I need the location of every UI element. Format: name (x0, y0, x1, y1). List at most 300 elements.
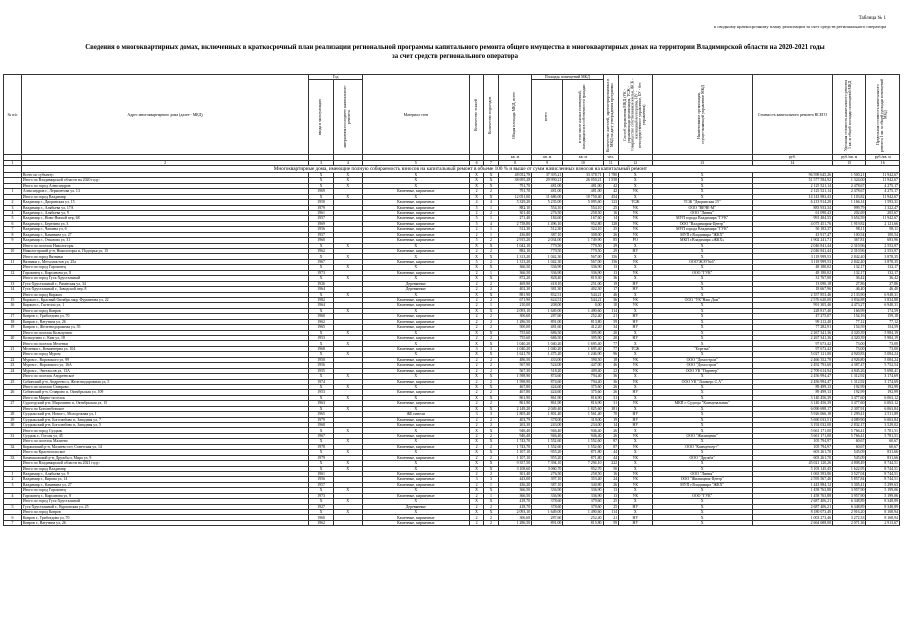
cell-col-2: Ковров г., Ватутина ул, 26 (21, 520, 309, 525)
cell-col-7: 1 (484, 227, 498, 232)
cell-col-7: 2 (484, 325, 498, 330)
cell-col-12: УК (619, 379, 652, 384)
cell-col-16: 3 834,88 (866, 297, 900, 302)
cell-col-5: Каменные, кирпичные (362, 232, 469, 237)
cell-col-1: 27 (4, 401, 22, 406)
cell-col-8: 755,60 (498, 336, 531, 341)
cell-col-3: X (309, 254, 334, 259)
cell-col-11: 77 (603, 346, 619, 351)
cell-col-15: 4 387,47 (833, 363, 866, 368)
cell-col-7: X (484, 461, 498, 466)
cell-col-13: ООО "Домострои" (652, 363, 752, 368)
cell-col-1: 29 (4, 417, 22, 422)
cell-col-3: X (309, 172, 334, 177)
cell-col-5: X (362, 510, 469, 515)
cell-col-7: 2 (484, 433, 498, 438)
cell-col-9: 276,50 (532, 210, 563, 215)
cell-col-2: Муром г., Воровского ул, 99 (21, 357, 309, 362)
cell-col-6: X (469, 183, 483, 188)
cell-col-3: 1964 (309, 303, 334, 308)
cell-col-8: 2 149,20 (498, 406, 531, 411)
cell-col-1: 3 (4, 205, 22, 210)
cell-col-12: НУ (619, 314, 652, 319)
cell-col-13: ТСЖ "Дворянская 15" (652, 200, 752, 205)
cell-col-14: 603 261,70 (752, 455, 832, 460)
cell-col-7: 1 (484, 303, 498, 308)
cell-col-13: X (652, 412, 752, 417)
table-body (4, 165, 900, 525)
cell-col-3: 1957 (309, 216, 334, 221)
cell-col-7: X (484, 178, 498, 183)
cell-col-9: 524,00 (532, 363, 563, 368)
cell-col-6: X (469, 488, 483, 493)
cell-col-11: 42 (603, 183, 619, 188)
cell-col-12: УК (619, 303, 652, 308)
cell-col-15: 999,79 (833, 205, 866, 210)
cell-col-10: 816,90 (563, 395, 603, 400)
cell-col-5: X (362, 450, 469, 455)
cell-col-14: 1 443 984,12 (752, 482, 832, 487)
cell-col-1: 1 (4, 471, 22, 476)
cell-col-10: 234,00 (563, 423, 603, 428)
cell-col-10: 1 695,40 (563, 341, 603, 346)
cell-col-6: 2 (469, 401, 483, 406)
col-floors-header: Количество этажей (469, 75, 483, 155)
cell-col-16: 100,54 (866, 232, 900, 237)
cell-col-12: УК (619, 433, 652, 438)
cell-col-10: 7 294,10 (563, 461, 603, 466)
cell-col-3: 1979 (309, 205, 334, 210)
cell-col-8: 2 758,80 (498, 221, 531, 226)
cell-col-7: 2 (484, 444, 498, 449)
cell-col-4: X (333, 450, 362, 455)
cell-col-6: X (469, 395, 483, 400)
cell-col-15: 3 957,90 (833, 488, 866, 493)
cell-col-9: 378,60 (532, 504, 563, 509)
cell-col-10: 319,00 (563, 417, 603, 422)
cell-col-11: 96 (603, 352, 619, 357)
cell-col-10: 379,60 (563, 504, 603, 509)
cell-col-5: X (362, 406, 469, 411)
cell-col-7: 4 (484, 200, 498, 205)
cell-col-16: 98,11 (866, 227, 900, 232)
cell-col-14: 228 817,40 (752, 308, 832, 313)
cell-col-3: X (309, 466, 334, 471)
cell-col-14: 5 103 145,45 (752, 466, 832, 471)
cell-col-13: X (652, 510, 752, 515)
cell-col-4: X (333, 265, 362, 270)
cell-col-4: X (333, 384, 362, 389)
cell-col-9: 624,51 (532, 297, 563, 302)
cell-col-10: 794,40 (563, 374, 603, 379)
cell-col-12: УК (619, 482, 652, 487)
cell-col-11: 13 (603, 488, 619, 493)
cell-col-6: X (469, 450, 483, 455)
cell-col-1: 30 (4, 423, 22, 428)
cell-col-13: МУП города Владимира "ГУК" (652, 227, 752, 232)
cell-col-11: 36 (603, 276, 619, 281)
cell-col-5: Каменные, кирпичные (362, 189, 469, 194)
cell-col-12: X (619, 461, 652, 466)
cell-col-2: Судогодский р-н, Мирошино п, Октябрьская ул, 15 (21, 401, 309, 406)
cell-col-11: 42 (603, 189, 619, 194)
cell-col-15: 6 348,89 (833, 499, 866, 504)
cell-col-7: X (484, 243, 498, 248)
cell-col-3: X (309, 406, 334, 411)
cell-col-8: 671,90 (498, 297, 531, 302)
cell-col-1: 17 (4, 314, 22, 319)
cell-col-12: УК (619, 270, 652, 275)
cell-col-16: 6 063,12 (866, 401, 900, 406)
cell-col-11: 13 (603, 493, 619, 498)
cell-col-11: 26 (603, 482, 619, 487)
cell-col-13: X (652, 423, 752, 428)
cell-col-10: 353,40 (563, 477, 603, 482)
cell-col-6: X (469, 374, 483, 379)
cell-col-12: НУ (619, 325, 652, 330)
cell-col-5: Каменные, кирпичные (362, 210, 469, 215)
houses-table (3, 74, 900, 526)
cell-col-12: УК (619, 401, 652, 406)
cell-col-8: 418,70 (498, 499, 531, 504)
cell-col-12: X (619, 428, 652, 433)
cell-col-16: 6 063,12 (866, 395, 900, 400)
cell-col-15: 6 348,89 (833, 504, 866, 509)
table-subtitle: к сводному краткосрочному плану реализации за счет средств регионального оператора (713, 24, 886, 29)
cell-col-7: X (484, 183, 498, 188)
cell-col-14: 5 690 033,51 (752, 417, 832, 422)
cell-col-6: 2 (469, 493, 483, 498)
cell-col-2: Никологорский р-н, Никологоры п, Подгорья ул, 15 (21, 249, 309, 254)
cell-col-10: 819,30 (563, 276, 603, 281)
cell-col-9: 861,90 (532, 401, 563, 406)
cell-col-12: X (619, 488, 652, 493)
cell-col-2: Итого по поселок Меленки (21, 341, 309, 346)
cell-col-12: УК (619, 297, 652, 302)
cell-col-9: 955,20 (532, 455, 563, 460)
cell-col-9: 184,60 (532, 216, 563, 221)
cell-col-16: 205,67 (866, 210, 900, 215)
cell-col-2: Ковров г., Грибоедова ул, 70 (21, 314, 309, 319)
cell-col-9: 424,60 (532, 384, 563, 389)
cell-col-5: X (362, 254, 469, 259)
cell-col-8: 872,20 (498, 276, 531, 281)
cell-col-7: X (484, 374, 498, 379)
cell-col-8: 301,40 (498, 210, 531, 215)
cell-col-13: X (652, 276, 752, 281)
cell-col-9: 481,60 (532, 325, 563, 330)
cell-col-9: 424,60 (532, 390, 563, 395)
cell-col-3: X (309, 276, 334, 281)
cell-col-9: 387,10 (532, 482, 563, 487)
cell-col-2: Итого по поселок Малиево (21, 439, 309, 444)
cell-col-10: 567,00 (563, 254, 603, 259)
cell-col-5: X (362, 374, 469, 379)
cell-col-8: 1 286,50 (498, 520, 531, 525)
cell-col-4: X (333, 439, 362, 444)
cell-col-14: 2 267 341,36 (752, 330, 832, 335)
cell-col-11: 46 (603, 363, 619, 368)
cell-col-8: 38 695,28 (498, 178, 531, 183)
cell-col-14: 4 075 451,76 (752, 221, 832, 226)
cell-col-16: 6 948,31 (866, 292, 900, 297)
cell-col-1: 20 (4, 336, 22, 341)
cell-col-12: УК (619, 221, 652, 226)
cell-col-13: ООО "Домострои" (652, 357, 752, 362)
cell-col-13: ООО "Коммунсер+" (652, 444, 752, 449)
cell-col-9: 381,30 (532, 287, 563, 292)
cell-col-8: 366,50 (498, 270, 531, 275)
cell-col-10: 481,00 (563, 189, 603, 194)
cell-col-10: 544,21 (563, 297, 603, 302)
cell-col-13: X (652, 319, 752, 324)
cell-col-14: 2 576 620,00 (752, 297, 832, 302)
cell-col-1: 13 (4, 281, 22, 286)
cell-col-16: 5 199,06 (866, 493, 900, 498)
cell-col-7: X (484, 265, 498, 270)
cell-col-11: 87 (603, 439, 619, 444)
cell-col-11: 114 (603, 510, 619, 515)
cell-col-11: 19 (603, 281, 619, 286)
cell-col-14: 50 183,37 (752, 227, 832, 232)
col-commission-header: ввода в эксплуатацию (309, 80, 334, 155)
cell-col-2: Итого по город Вязники (21, 254, 309, 259)
cell-col-9: 481,00 (532, 189, 563, 194)
cell-col-7: X (484, 292, 498, 297)
cell-col-9: 874,60 (532, 374, 563, 379)
cell-col-11: 36 (603, 379, 619, 384)
cell-col-7: 2 (484, 357, 498, 362)
cell-col-13: X (652, 265, 752, 270)
cell-col-16: 73,00 (866, 341, 900, 346)
cell-col-10: 1 561,40 (563, 412, 603, 417)
cell-col-10: 308,00 (563, 232, 603, 237)
cell-col-12: НУ (619, 281, 652, 286)
cell-col-15: 3 477,60 (833, 395, 866, 400)
cell-col-16: 73,00 (866, 346, 900, 351)
cell-col-6: 2 (469, 325, 483, 330)
cell-col-12: X (619, 406, 652, 411)
cell-col-4: X (333, 395, 362, 400)
cell-col-16: 5 084,24 (866, 352, 900, 357)
cell-col-1: 28 (4, 412, 22, 417)
cell-col-8: 881,90 (498, 292, 531, 297)
cell-col-3: X (309, 292, 334, 297)
cell-col-1: 7 (4, 227, 22, 232)
cell-col-13: X (652, 450, 752, 455)
cell-col-1: 23 (4, 363, 22, 368)
cell-col-12: УК (619, 216, 652, 221)
cell-col-16: 831,66 (866, 455, 900, 460)
cell-col-15: 5 766,41 (833, 428, 866, 433)
cell-col-8: 567,90 (498, 363, 531, 368)
cell-col-12: НУ (619, 287, 652, 292)
cell-col-8: 791,70 (498, 183, 531, 188)
cell-col-16: 3 174,69 (866, 379, 900, 384)
cell-col-2: Итого по город Гороховец (21, 488, 309, 493)
cell-col-16: 8 744,51 (866, 477, 900, 482)
cell-col-8: 1 598,90 (498, 379, 531, 384)
cell-col-2: Камешковский р-н, Дружба п, Мира ул, 9 (21, 455, 309, 460)
cell-col-9: 891,00 (532, 520, 563, 525)
cell-col-6: X (469, 265, 483, 270)
cell-col-10: 395,90 (563, 336, 603, 341)
cell-col-11: 14 (603, 423, 619, 428)
cell-col-16: 8 744,51 (866, 466, 900, 471)
cell-col-5: Каменные, кирпичные (362, 238, 469, 243)
cell-col-4: X (333, 406, 362, 411)
cell-col-9: 1 552,60 (532, 444, 563, 449)
cell-col-8: 1 040,20 (498, 341, 531, 346)
cell-col-8: 263,30 (498, 423, 531, 428)
cell-col-5: ЖБ панели (362, 412, 469, 417)
cell-col-6: X (469, 499, 483, 504)
cell-col-5: X (362, 341, 469, 346)
cell-col-8: 882,10 (498, 249, 531, 254)
cell-col-11: 25 (603, 499, 619, 504)
cell-col-7: 2 (484, 515, 498, 520)
cell-col-5: Каменные, кирпичные (362, 520, 469, 525)
cell-col-14: 1 063 593,86 (752, 471, 832, 476)
cell-col-6: 2 (469, 210, 483, 215)
cell-col-14: 89 499,13 (752, 390, 832, 395)
cell-col-1: 8 (4, 232, 22, 237)
cell-col-12: УК (619, 477, 652, 482)
cell-col-15: 3 654,59 (833, 216, 866, 221)
cell-col-3: 1967 (309, 259, 334, 264)
cell-col-7: 2 (484, 455, 498, 460)
cell-col-11: 128 (603, 221, 619, 226)
cell-col-7: 2 (484, 238, 498, 243)
cell-col-5: X (362, 194, 469, 199)
cell-col-14: 2 492 793,60 (752, 363, 832, 368)
cell-col-5: Каменные, кирпичные (362, 325, 469, 330)
cell-col-3: 1969 (309, 189, 334, 194)
cell-col-8: 1 040,20 (498, 346, 531, 351)
cell-col-6: 2 (469, 314, 483, 319)
col-total-area-header: Общая площадь МКД, всего (498, 75, 531, 155)
cell-col-1: 10 (4, 249, 22, 254)
cell-col-8: 1 313,20 (498, 259, 531, 264)
cell-col-3: 1968 (309, 423, 334, 428)
cell-col-1: 14 (4, 287, 22, 292)
cell-col-14: 48 180,02 (752, 270, 832, 275)
cell-col-5: X (362, 178, 469, 183)
cell-col-3: 1955 (309, 368, 334, 373)
cell-col-2: Собинский р-н, Ставрово п, Октябрьская ул, 109 (21, 390, 309, 395)
cell-col-8: 882,10 (498, 205, 531, 210)
cell-col-7: 2 (484, 249, 498, 254)
cell-col-11: 123 (603, 200, 619, 205)
cell-col-2: Итого по город Муром (21, 352, 309, 357)
cell-col-9: 686,50 (532, 330, 563, 335)
cell-col-14: 2 456 994,47 (752, 379, 832, 384)
cell-col-12: НУ (619, 249, 652, 254)
cell-col-3: 1956 (309, 363, 334, 368)
cell-col-7: 2 (484, 363, 498, 368)
cell-col-15: 2 916,20 (833, 510, 866, 515)
cell-col-7: X (484, 439, 498, 444)
cell-col-14: 43 917,47 (752, 232, 832, 237)
cell-col-10: 402,30 (563, 287, 603, 292)
col-area-private-header: в том числе жилых помещений, находящихся в собственности граждан (563, 80, 603, 155)
cell-col-8: 271,40 (498, 216, 531, 221)
cell-col-7: 2 (484, 401, 498, 406)
cell-col-5: X (362, 439, 469, 444)
cell-col-10: 412,20 (563, 325, 603, 330)
cell-col-7: 2 (484, 390, 498, 395)
cell-col-16: 11 942,67 (866, 178, 900, 183)
cell-col-9: 861,90 (532, 395, 563, 400)
cell-col-6: 2 (469, 433, 483, 438)
cell-col-6: X (469, 330, 483, 335)
cell-col-14: 1 003 273,46 (752, 515, 832, 520)
cell-col-12: X (619, 265, 652, 270)
cell-col-10: 1 552,60 (563, 439, 603, 444)
cell-col-16: 8 348,89 (866, 499, 900, 504)
cell-col-9: 1 649,00 (532, 510, 563, 515)
cell-col-13: ООО "Дружба" (652, 455, 752, 460)
cell-col-11: 25 (603, 227, 619, 232)
cell-col-3: 1960 (309, 515, 334, 520)
cell-col-7: X (484, 276, 498, 281)
cell-col-10: 0,00 (563, 303, 603, 308)
cell-col-2: Киржачский р-н, Малиево пгт, Советская ул, 14 (21, 444, 309, 449)
cell-col-10: 375,60 (563, 384, 603, 389)
cell-col-6: X (469, 276, 483, 281)
cell-col-12: НУ (619, 390, 652, 395)
cell-col-15: 545,09 (833, 455, 866, 460)
cell-col-9: 287,60 (532, 314, 563, 319)
cell-col-1: 2 (4, 477, 22, 482)
cell-col-3: 1957 (309, 232, 334, 237)
cell-col-10: 816,90 (563, 401, 603, 406)
cell-col-14: 8 180 073,40 (752, 510, 832, 515)
cell-col-2: Итого по Владимирской области на 2020 году: (21, 178, 309, 183)
cell-col-16: 831,66 (866, 450, 900, 455)
cell-col-1: 6 (4, 221, 22, 226)
cell-col-15: 2 133,90 (833, 292, 866, 297)
cell-col-13: X (652, 384, 752, 389)
cell-col-10: 952,80 (563, 221, 603, 226)
cell-col-2: Кольчугино г., Ким ул, 18 (21, 336, 309, 341)
cell-col-15: 166,99 (833, 308, 866, 313)
cell-col-16: 60,67 (866, 439, 900, 444)
cell-col-13: "Березка" (652, 346, 752, 351)
cell-col-3: 1950 (309, 200, 334, 205)
cell-col-11: 18 (603, 357, 619, 362)
cell-col-8: 1 743,70 (498, 444, 531, 449)
cell-col-14: 105 794,97 (752, 444, 832, 449)
cell-col-11: 16 (603, 471, 619, 476)
cell-col-11: 77 (603, 341, 619, 346)
cell-col-2: Итого по Красносельское (21, 450, 309, 455)
cell-col-5: Каменные, кирпичные (362, 390, 469, 395)
cell-col-7: 2 (484, 504, 498, 509)
cell-col-3: 1927 (309, 504, 334, 509)
cell-col-9: 1 040,20 (532, 341, 563, 346)
cell-col-1: 4 (4, 210, 22, 215)
cell-col-2: Гусь-Хрустальный г., Заводской пер, 8 (21, 287, 309, 292)
cell-col-8: 1 042,10 (498, 243, 531, 248)
cell-col-7: 2 (484, 423, 498, 428)
cell-col-10: 1 695,40 (563, 346, 603, 351)
cell-col-9: 1 552,60 (532, 439, 563, 444)
cell-col-13: X (652, 395, 752, 400)
cell-col-16: 192,99 (866, 384, 900, 389)
cell-col-15: 192,99 (833, 384, 866, 389)
cell-col-11: 454 (603, 194, 619, 199)
